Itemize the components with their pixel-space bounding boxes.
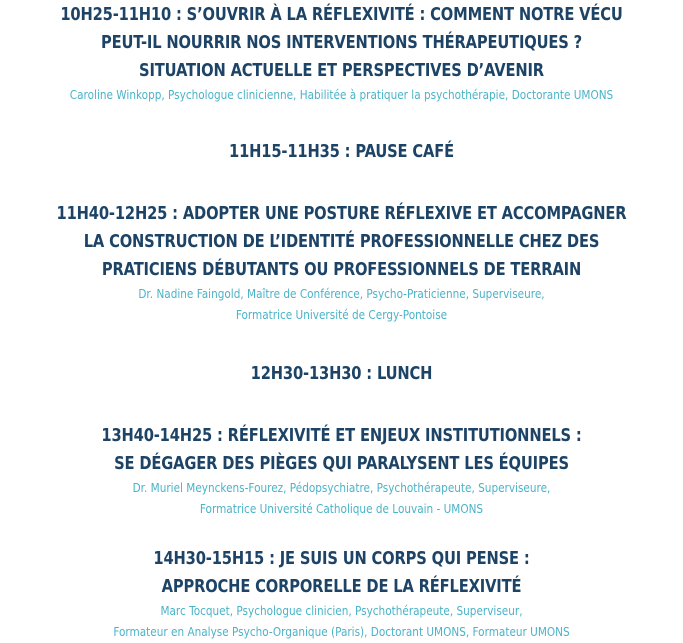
session-speaker: [48, 478, 635, 520]
session-title-line: 13H40-14H25 : RÉFLEXIVITÉ ET ENJEUX INSTITUTIONNELS :: [101, 426, 582, 446]
session-title-line: 12H30-13H30 : LUNCH: [250, 364, 433, 384]
speaker-line: Formateur en Analyse Psycho-Organique (Paris), Doctorant UMONS, Formateur UMONS: [113, 625, 570, 639]
session-title: [55, 138, 629, 166]
speaker-line: Formatrice Université Catholique de Louvain - UMONS: [199, 502, 484, 516]
session-title: [55, 200, 629, 284]
session-speaker: [48, 601, 635, 643]
speaker-line: Marc Tocquet, Psychologue clinicien, Psychothérapeute, Superviseur,: [160, 604, 523, 618]
session-1: [0, 1, 683, 106]
session-title-line: 11H15-11H35 : PAUSE CAFÉ: [229, 142, 454, 162]
session-2: [0, 138, 683, 166]
speaker-line: Formatrice Université de Cergy-Pontoise: [235, 308, 448, 322]
session-5: [0, 422, 683, 520]
session-3: [0, 200, 683, 326]
session-title-line: 11H40-12H25 : ADOPTER UNE POSTURE RÉFLEXIVE ET ACCOMPAGNER: [56, 204, 627, 224]
speaker-line: Caroline Winkopp, Psychologue clinicienne, Habilitée à pratiquer la psychothérapie, Doctorante UMONS: [69, 88, 614, 102]
session-title: [55, 545, 629, 601]
session-title-line: PEUT-IL NOURRIR NOS INTERVENTIONS THÉRAPEUTIQUES ?: [101, 33, 582, 53]
session-title-line: PRATICIENS DÉBUTANTS OU PROFESSIONNELS DE TERRAIN: [101, 260, 582, 280]
session-title-line: APPROCHE CORPORELLE DE LA RÉFLEXIVITÉ: [161, 577, 522, 597]
session-title-line: 14H30-15H15 : JE SUIS UN CORPS QUI PENSE :: [153, 549, 530, 569]
session-title-line: LA CONSTRUCTION DE L’IDENTITÉ PROFESSIONNELLE CHEZ DES: [83, 232, 600, 252]
session-4: [0, 360, 683, 388]
session-speaker: [48, 284, 635, 326]
speaker-line: Dr. Nadine Faingold, Maître de Conférence, Psycho-Praticienne, Superviseure,: [138, 287, 545, 301]
session-speaker: [48, 85, 635, 106]
session-title: [55, 360, 629, 388]
speaker-line: Dr. Muriel Meynckens-Fourez, Pédopsychiatre, Psychothérapeute, Superviseure,: [132, 481, 551, 495]
session-title-line: 10H25-11H10 : S’OUVRIR À LA RÉFLEXIVITÉ : COMMENT NOTRE VÉCU: [60, 5, 623, 25]
session-title-line: SITUATION ACTUELLE ET PERSPECTIVES D’AVENIR: [139, 61, 544, 81]
session-title-line: SE DÉGAGER DES PIÈGES QUI PARALYSENT LES ÉQUIPES: [114, 454, 569, 474]
session-title: [55, 422, 629, 478]
session-6: [0, 545, 683, 643]
session-title: [55, 1, 629, 85]
